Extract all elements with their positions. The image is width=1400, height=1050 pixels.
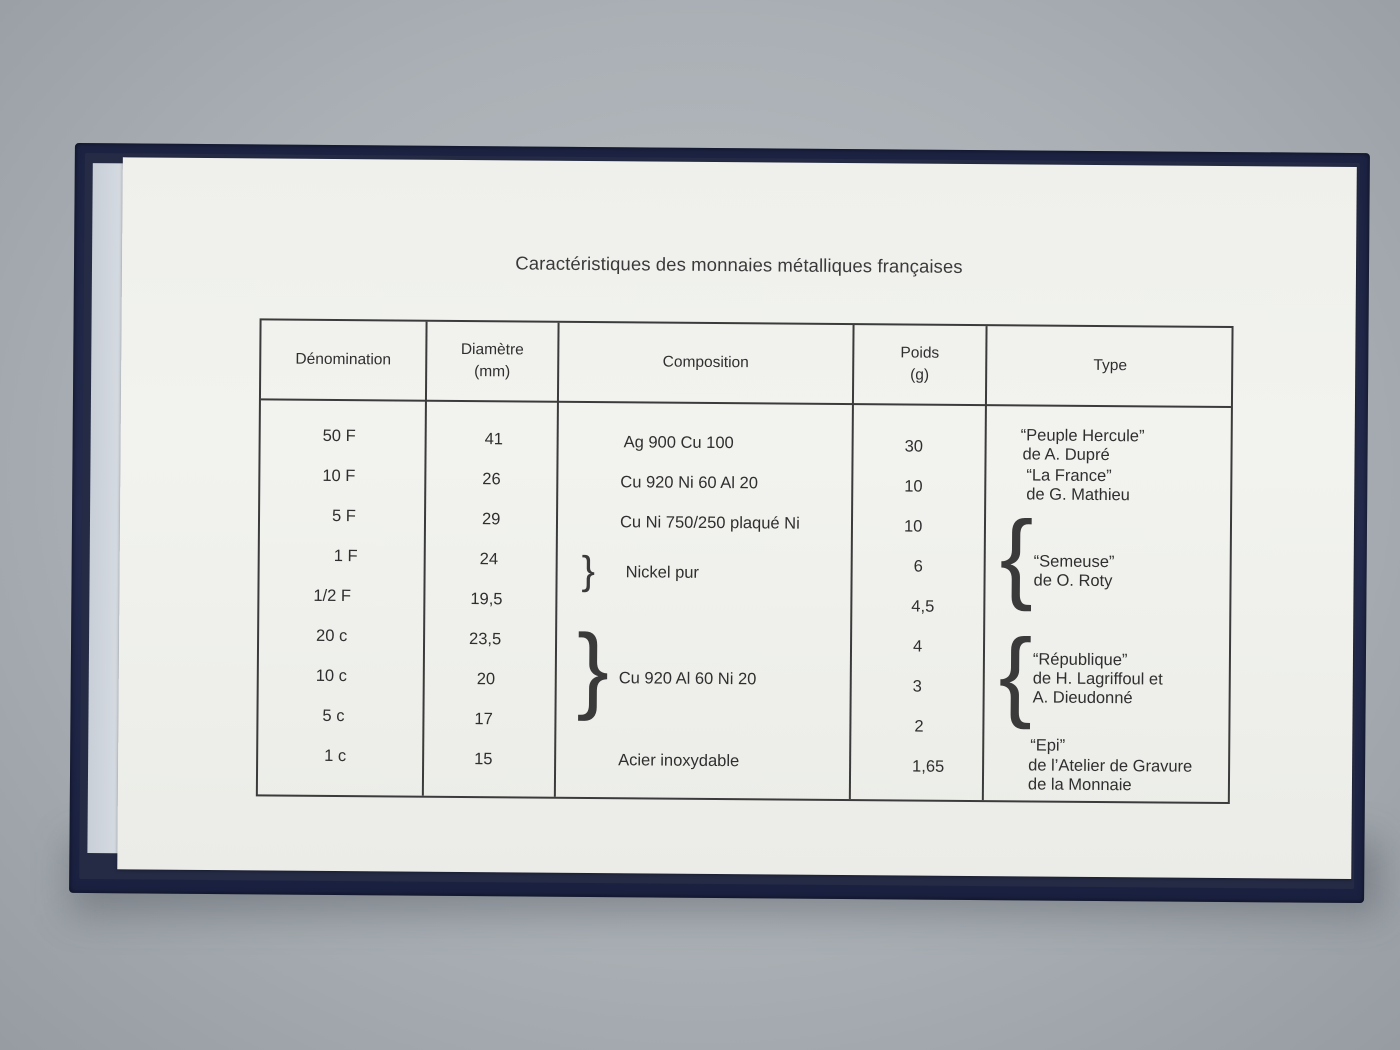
denomination-cell: 5 F xyxy=(331,506,356,526)
poids-cell: 3 xyxy=(912,677,922,696)
type-cell: de la Monnaie xyxy=(1027,775,1132,795)
diametre-cell: 26 xyxy=(482,470,501,489)
characteristics-table xyxy=(256,318,1234,804)
composition-cell: Cu 920 Ni 60 Al 20 xyxy=(620,473,758,493)
poids-cell: 30 xyxy=(904,437,924,456)
header-poids-unit: (g) xyxy=(910,366,930,384)
presentation-box xyxy=(69,143,1370,903)
card-title: Caractéristiques des monnaies métalliques françaises xyxy=(515,252,963,277)
denomination-cell: 10 F xyxy=(322,466,356,486)
type-cell: “La France” xyxy=(1026,466,1112,486)
denomination-cell: 50 F xyxy=(322,426,356,446)
header-denomination-label: Dénomination xyxy=(295,350,392,369)
composition-cell: Cu 920 Al 60 Ni 20 xyxy=(618,669,757,689)
diametre-cell: 24 xyxy=(479,550,499,569)
composition-cell: Acier inoxydable xyxy=(618,751,740,771)
header-diametre xyxy=(427,322,558,401)
header-diametre-unit: (mm) xyxy=(474,363,511,381)
composition-cell: Nickel pur xyxy=(625,563,700,582)
diametre-cell: 20 xyxy=(476,670,496,689)
poids-cell: 4,5 xyxy=(911,597,935,616)
poids-cell: 2 xyxy=(914,717,924,736)
denomination-cell: 5 c xyxy=(322,706,345,726)
diametre-cell: 17 xyxy=(474,710,493,729)
type-cell: “République” xyxy=(1032,650,1128,670)
poids-cell: 6 xyxy=(913,557,923,576)
header-denomination xyxy=(261,320,426,399)
header-composition xyxy=(559,323,853,403)
poids-cell: 4 xyxy=(912,637,923,656)
diametre-cell: 15 xyxy=(474,750,493,769)
poids-cell: 10 xyxy=(904,477,923,496)
denomination-cell: 10 c xyxy=(315,666,348,686)
type-cell: de A. Dupré xyxy=(1022,445,1110,465)
denomination-cell: 1 c xyxy=(324,746,347,766)
type-cell: “Semeuse” xyxy=(1033,552,1115,572)
poids-cell: 10 xyxy=(903,517,923,536)
denomination-cell: 1 F xyxy=(333,546,358,566)
poids-cell: 1,65 xyxy=(912,757,945,776)
brace-icon: } xyxy=(581,548,596,594)
type-cell: de G. Mathieu xyxy=(1026,485,1130,505)
diametre-cell: 23,5 xyxy=(469,630,502,649)
diametre-cell: 29 xyxy=(481,510,501,529)
header-type xyxy=(987,326,1234,406)
diametre-cell: 19,5 xyxy=(470,590,503,609)
denomination-cell: 1/2 F xyxy=(313,586,352,606)
type-cell: “Epi” xyxy=(1030,736,1066,755)
type-cell: de O. Roty xyxy=(1033,571,1113,591)
header-composition-label: Composition xyxy=(662,353,749,372)
brace-icon: } xyxy=(576,614,610,723)
type-cell: de H. Lagriffoul et xyxy=(1032,669,1163,689)
brace-icon: { xyxy=(999,500,1034,613)
info-card xyxy=(117,157,1357,879)
header-diametre-label: Diamètre xyxy=(460,340,524,359)
header-poids-label: Poids xyxy=(900,344,940,362)
header-poids xyxy=(854,325,986,404)
composition-cell: Ag 900 Cu 100 xyxy=(623,433,734,453)
type-cell: “Peuple Hercule” xyxy=(1020,426,1145,446)
brace-icon: { xyxy=(998,618,1033,731)
header-type-label: Type xyxy=(1093,356,1128,375)
diametre-cell: 41 xyxy=(484,430,504,449)
denomination-cell: 20 c xyxy=(316,626,348,646)
composition-cell: Cu Ni 750/250 plaqué Ni xyxy=(619,513,800,533)
type-cell: de l’Atelier de Gravure xyxy=(1028,756,1193,776)
type-cell: A. Dieudonné xyxy=(1032,688,1133,708)
